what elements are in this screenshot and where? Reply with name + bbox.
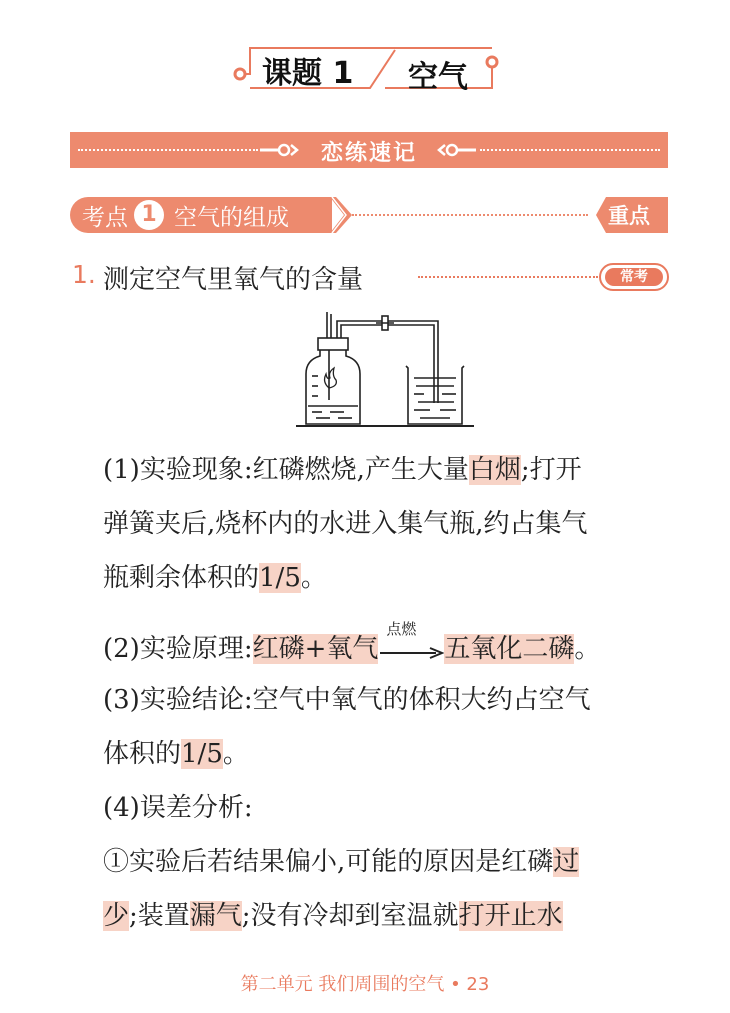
paragraph-error-cause <box>103 835 673 943</box>
kaodian-prefix: 考点 <box>82 205 128 231</box>
highlight-answer: 1/5 <box>181 739 223 769</box>
paragraph-principle <box>103 622 673 676</box>
kaodian-arrow-icon <box>330 197 354 233</box>
lesson-label: 课题 1 <box>262 56 354 91</box>
frequency-badge <box>599 263 669 291</box>
highlight-answer: 过 <box>553 847 580 877</box>
header-left-ring <box>235 69 245 79</box>
arrow-icon <box>378 647 444 659</box>
lesson-header <box>230 40 510 100</box>
key-point-badge <box>596 197 668 233</box>
paragraph-error-analysis <box>103 781 673 835</box>
section-banner <box>70 132 668 168</box>
text-span: ①实验后若结果偏小,可能的原因是红磷 <box>103 847 554 877</box>
lesson-title: 空气 <box>408 60 468 95</box>
kaodian-dotted-leader <box>352 214 588 216</box>
text-span: 。 <box>300 563 327 593</box>
text-span: ;没有冷却到室温就 <box>241 901 459 931</box>
text-span: (4)误差分析: <box>103 793 253 823</box>
banner-right-dots <box>480 149 660 151</box>
text-span: 。 <box>574 634 601 664</box>
reaction-condition: 点燃 <box>386 620 417 638</box>
text-span: (1)实验现象:红磷燃烧,产生大量 <box>103 455 469 485</box>
text-span: (2)实验原理: <box>103 634 253 664</box>
text-span: 体积的 <box>103 739 182 769</box>
kaodian-number: 1 <box>134 200 164 230</box>
banner-title: 恋练速记 <box>320 141 417 166</box>
highlight-product: 五氧化二磷 <box>444 634 575 664</box>
key-point-label: 重点 <box>608 204 650 228</box>
item-title: 测定空气里氧气的含量 <box>103 265 364 295</box>
item-number: 1. <box>72 260 96 289</box>
highlight-answer: 漏气 <box>189 901 242 931</box>
highlight-answer: 少 <box>103 901 130 931</box>
highlight-answer: 打开止水 <box>458 901 563 931</box>
paragraph-phenomenon <box>103 443 673 605</box>
highlight-reactants: 红磷+氧气 <box>252 634 379 664</box>
reaction-arrow <box>378 620 444 665</box>
kaodian-topic: 空气的组成 <box>174 205 289 231</box>
highlight-answer: 白烟 <box>468 455 521 485</box>
highlight-answer: 1/5 <box>259 563 301 593</box>
text-span: 弹簧夹后,烧杯内的水进入集气瓶,约占集气 <box>103 509 588 539</box>
item-dotted-leader <box>418 276 598 278</box>
text-span: 瓶剩余体积的 <box>103 563 260 593</box>
apparatus-diagram <box>290 308 480 430</box>
text-span: ;打开 <box>520 455 582 485</box>
text-span: 。 <box>222 739 249 769</box>
banner-right-ornament-icon <box>432 141 476 159</box>
paragraph-conclusion <box>103 673 673 781</box>
text-span: ;装置 <box>129 901 190 931</box>
page-footer: 第二单元 我们周围的空气 • 23 <box>240 974 490 995</box>
kaodian-badge <box>70 197 332 233</box>
header-right-ring <box>487 57 497 67</box>
frequency-label: 常考 <box>605 268 663 286</box>
text-span: (3)实验结论:空气中氧气的体积大约占空气 <box>103 685 591 715</box>
